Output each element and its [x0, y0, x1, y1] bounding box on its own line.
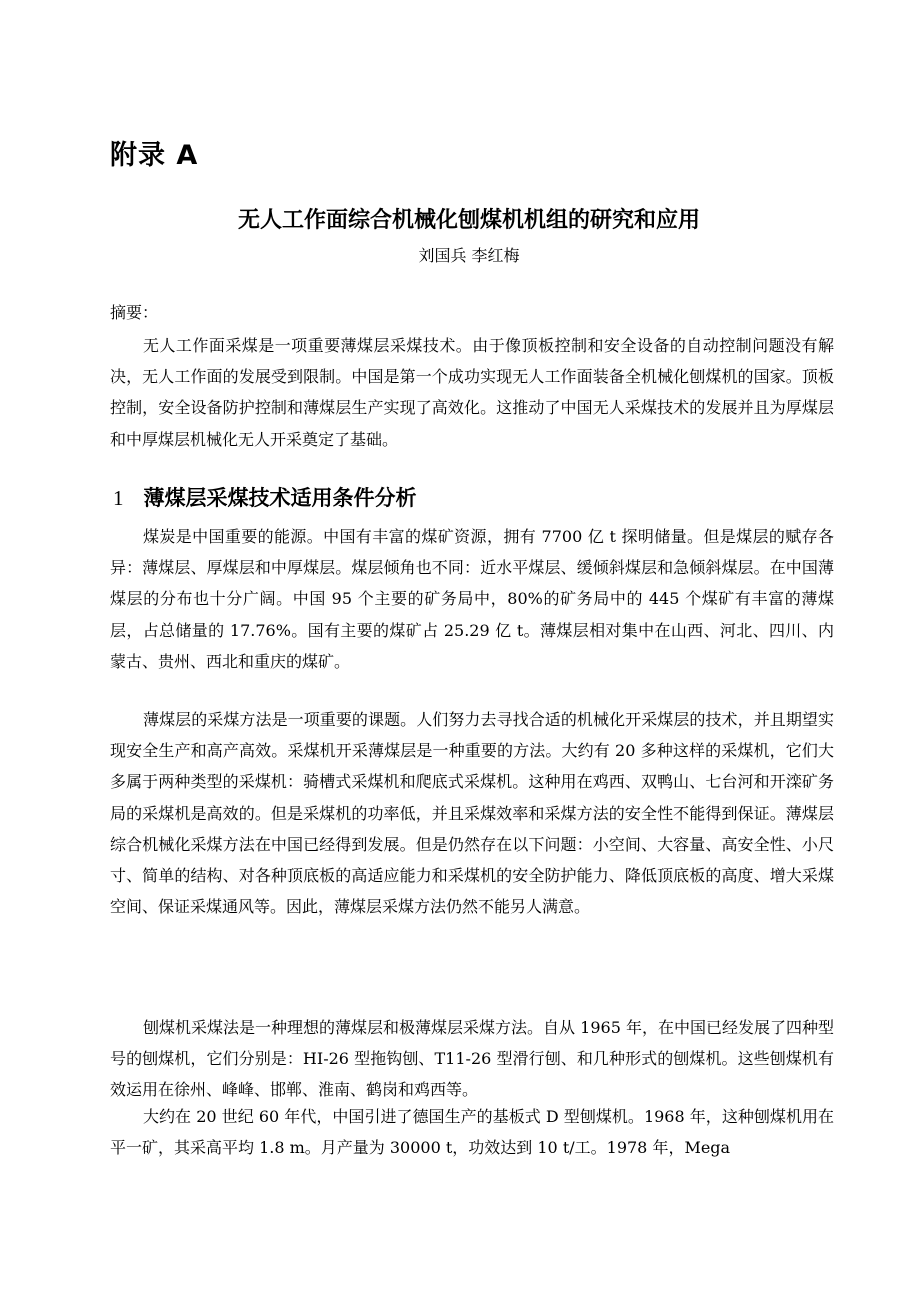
authors: 刘国兵 李红梅 [418, 246, 520, 265]
abstract-paragraph: 无人工作面采煤是一项重要薄煤层采煤技术。由于像顶板控制和安全设备的自动控制问题没有解决，无人工作面的发展受到限制。中国是第一个成功实现无人工作面装备全机械化刨煤机的国家。顶板控制，安全设备防护控制和薄煤层生产实现了高效化。这推动了中国无人采煤技术的发展并且为厚煤层和中厚煤层机械化无人开采奠定了基础。 [110, 336, 834, 449]
body-paragraph: 煤炭是中国重要的能源。中国有丰富的煤矿资源，拥有 7700 亿 t 探明储量。但是煤层的赋存各异：薄煤层、厚煤层和中厚煤层。煤层倾角也不同：近水平煤层、缓倾斜煤层和急倾斜煤层。在中国薄煤层的分布也十分广阔。中国 95 个主要的矿务局中，80%的矿务局中的 445 个煤矿有丰富的薄煤层，占总储量的 17.76%。国有主要的煤矿占 25.29 亿 t。薄煤层相对集中在山西、河北、四川、内蒙古、贵州、西北和重庆的煤矿。 [110, 527, 834, 671]
section-heading [113, 482, 417, 512]
section-number: 1 [113, 486, 124, 510]
appendix-label: 附录 A [110, 140, 199, 171]
body-paragraph: 薄煤层的采煤方法是一项重要的课题。人们努力去寻找合适的机械化开采煤层的技术，并且期望实现安全生产和高产高效。采煤机开采薄煤层是一种重要的方法。大约有 20 多种这样的采煤机，它们大多属于两种类型的采煤机：骑槽式采煤机和爬底式采煤机。这种用在鸡西、双鸭山、七台河和开滦矿务局的采煤机是高效的。但是采煤机的功率低，并且采煤效率和采煤方法的安全性不能得到保证。薄煤层综合机械化采煤方法在中国已经得到发展。但是仍然存在以下问题：小空间、大容量、高安全性、小尺寸、简单的结构、对各种顶底板的高适应能力和采煤机的安全防护能力、降低顶底板的高度、增大采煤空间、保证采煤通风等。因此，薄煤层采煤方法仍然不能另人满意。 [110, 710, 834, 917]
section-heading-text: 薄煤层采煤技术适用条件分析 [143, 486, 417, 510]
body-paragraph: 刨煤机采煤法是一种理想的薄煤层和极薄煤层采煤方法。自从 1965 年，在中国已经发展了四种型号的刨煤机，它们分别是：HI-26 型拖钩刨、T11-26 型滑行刨、和几种形式的刨煤机。这些刨煤机有效运用在徐州、峰峰、邯郸、淮南、鹤岗和鸡西等。 [110, 1018, 834, 1100]
abstract-label: 摘要： [110, 303, 159, 322]
body-paragraph: 大约在 20 世纪 60 年代，中国引进了德国生产的基板式 D 型刨煤机。1968 年，这种刨煤机用在平一矿，其采高平均 1.8 m。月产量为 30000 t，功效达到 10 t/工。1978 年，Mega [110, 1107, 834, 1158]
paper-title: 无人工作面综合机械化刨煤机机组的研究和应用 [237, 208, 700, 233]
